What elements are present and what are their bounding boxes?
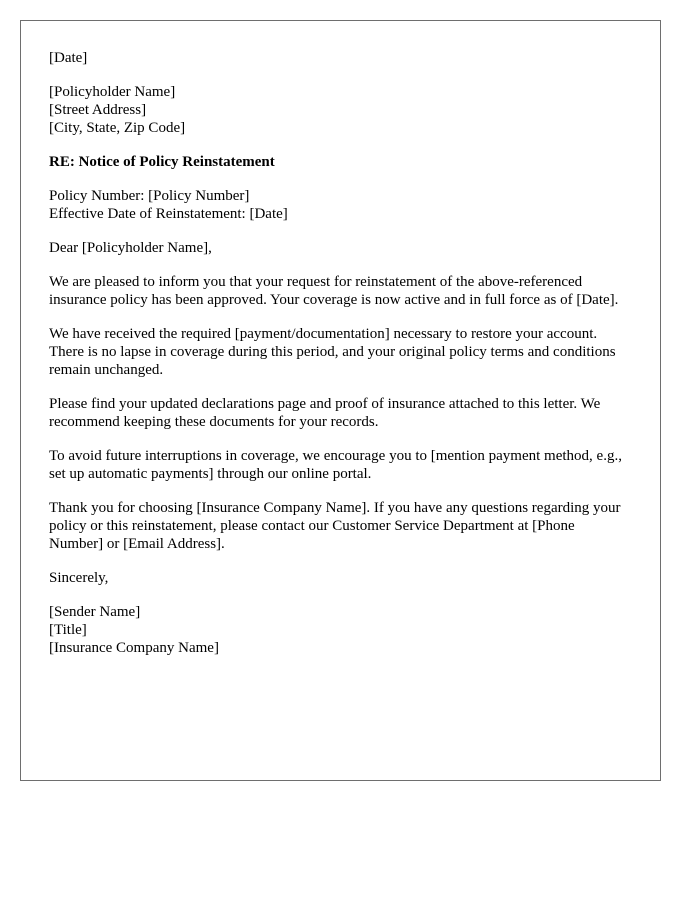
body-paragraph-payment: We have received the required [payment/documentation] necessary to restore your account. There is no lapse in coverage during this period, and your original policy terms and conditions remain unchanged. [49,326,616,378]
salutation-block [49,239,632,257]
effective-date-line: Effective Date of Reinstatement: [Date] [49,206,288,222]
sender-name: [Sender Name] [49,604,141,620]
body-paragraph-contact: Thank you for choosing [Insurance Company Name]. If you have any questions regarding your policy or this reinstatement, please contact our Customer Service Department at [Phone Number] or [Email Address]. [49,500,621,552]
subject-block [49,153,632,171]
signature-block [49,603,632,657]
policy-details [49,187,632,223]
letter-page [20,20,661,781]
subject-line: RE: Notice of Policy Reinstatement [49,154,275,170]
recipient-street: [Street Address] [49,102,147,118]
recipient-name: [Policyholder Name] [49,84,176,100]
body-paragraph-approval: We are pleased to inform you that your request for reinstatement of the above-referenced insurance policy has been approved. Your coverage is now active and in full force as of [Date]. [49,274,619,308]
body-paragraph-future: To avoid future interruptions in coverage, we encourage you to [mention payment method, e.g., set up automatic payments] through our online portal. [49,448,622,482]
letter-date: [Date] [49,50,88,66]
closing-block [49,569,632,587]
body-paragraph-documents: Please find your updated declarations page and proof of insurance attached to this letter. We recommend keeping these documents for your records. [49,396,601,430]
sender-company: [Insurance Company Name] [49,640,219,656]
recipient-city-state-zip: [City, State, Zip Code] [49,120,186,136]
closing: Sincerely, [49,570,109,586]
policy-number-line: Policy Number: [Policy Number] [49,188,250,204]
date-line [49,49,632,67]
salutation: Dear [Policyholder Name], [49,240,212,256]
recipient-address [49,83,632,137]
sender-title: [Title] [49,622,87,638]
